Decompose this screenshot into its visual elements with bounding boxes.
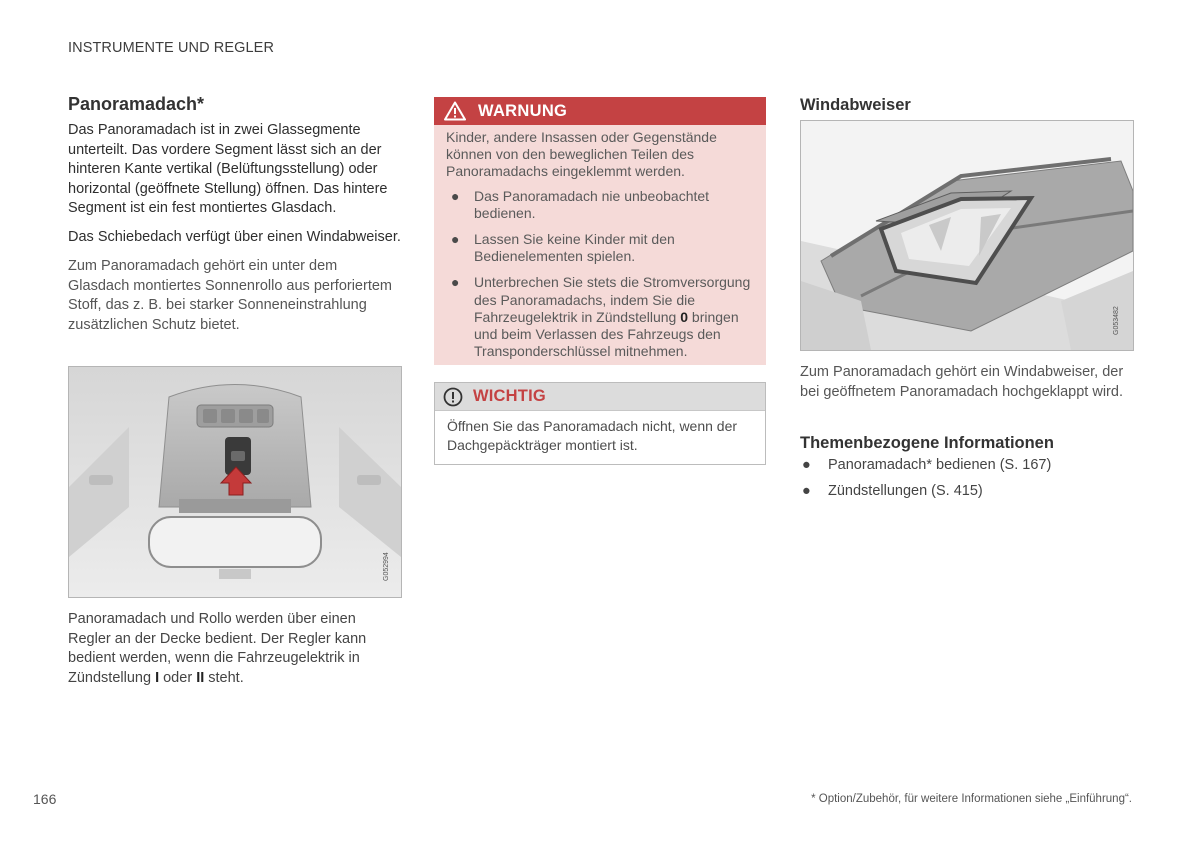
warning-list [446, 188, 752, 361]
related-link-ignition[interactable]: ● Zündstellungen (S. 415) [802, 483, 983, 499]
figure-caption: Panoramadach und Rollo werden über einen Regler an der Decke bedient. Der Regler kann bedient werden, wenn die Fahrzeugelektrik in Zündstellung I oder II steht. [68, 611, 367, 686]
wind-deflector-heading: Windabweiser [800, 96, 911, 114]
column-panoramadach [68, 94, 402, 335]
intro-paragraph: Das Panoramadach ist in zwei Glassegmente unterteilt. Das vordere Segment lässt sich an der hinteren Kante vertikal (Belüftungsstellung) oder horizontal (geöffnete Stellung) öffnen. Das hintere Segment ist ein fest montiertes Glasdach. [68, 122, 388, 216]
sunblind-paragraph: Zum Panoramadach gehört ein unter dem Glasdach montiertes Sonnenrollo aus perforiertem Stoff, das z. B. bei starker Sonneneinstrahlung zusätzlichen Schutz bietet. [68, 258, 392, 333]
exclamation-circle-icon [443, 387, 463, 407]
warning-label: WARNUNG [478, 101, 568, 120]
related-link-panoramic-roof[interactable]: ● Panoramadach* bedienen (S. 167) [802, 457, 1052, 473]
wind-deflector-note: Das Schiebedach verfügt über einen Windabweiser. [68, 228, 401, 245]
list-item: ● Unterbrechen Sie stets die Stromversorgung des Panoramadachs, indem Sie die Fahrzeugelektrik in Zündstellung 0 bringen und beim Verlassen des Fahrzeugs den Transponderschlüssel mitnehmen. [451, 274, 751, 360]
important-box [434, 382, 766, 465]
roof-deflector-illustration [800, 120, 1134, 351]
page-number: 166 [33, 791, 57, 807]
related-links [800, 456, 1051, 508]
ceiling-control-illustration [68, 366, 402, 598]
warning-header [434, 97, 766, 125]
important-label: WICHTIG [473, 387, 546, 405]
ceiling-control-drawing [69, 367, 401, 597]
important-text: Öffnen Sie das Panoramadach nicht, wenn der Dachgepäckträger montiert ist. [447, 418, 738, 453]
related-info-heading: Themenbezogene Informationen [800, 434, 1054, 452]
section-header: INSTRUMENTE UND REGLER [68, 40, 275, 56]
warning-intro: Kinder, andere Insassen oder Gegenstände können von den beweglichen Teilen des Panoramadachs eingeklemmt werden. [446, 129, 717, 180]
list-item: ● Das Panoramadach nie unbeobachtet bedienen. [451, 187, 710, 221]
warning-box [434, 97, 766, 365]
page-title: Panoramadach* [68, 94, 205, 114]
important-header [435, 383, 765, 411]
figure-code: G052994 [383, 552, 390, 581]
warning-triangle-icon [444, 101, 466, 121]
list-item: ● Lassen Sie keine Kinder mit den Bedienelementen spielen. [451, 231, 675, 265]
footnote: * Option/Zubehör, für weitere Informationen siehe „Einführung“. [811, 793, 1132, 805]
roof-deflector-drawing [801, 121, 1133, 350]
wind-deflector-caption: Zum Panoramadach gehört ein Windabweiser, der bei geöffnetem Panoramadach hochgeklappt wird. [800, 364, 1124, 400]
figure-code: G053482 [1113, 306, 1120, 335]
